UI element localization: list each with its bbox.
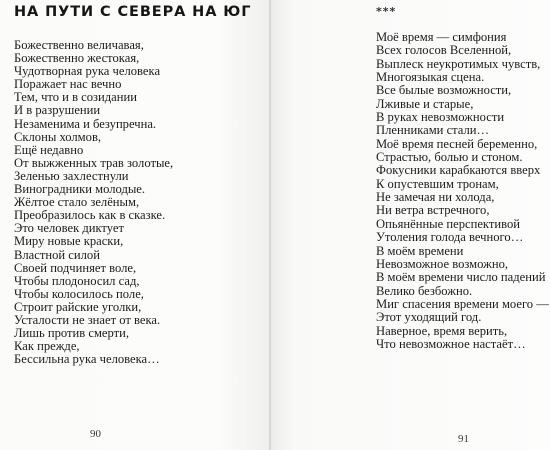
page-number-right: 91 — [458, 433, 469, 445]
poem-line: Миг спасения времени моего — — [376, 296, 549, 311]
poem-line: В моём времени — [376, 243, 464, 258]
poem-line: Опьянённые перспективой — [376, 216, 521, 231]
poem-line: Все былые возможности, — [376, 83, 512, 98]
poem-line: Поражает нас вечно — [14, 77, 122, 92]
poem-title: НА ПУТИ С СЕВЕРА НА ЮГ — [14, 4, 252, 20]
poem-line: Чудотворная рука человека — [14, 64, 161, 79]
poem-line: Наверное, время верить, — [376, 323, 508, 338]
poem-line: Велико безбожно. — [376, 283, 473, 298]
poem-line: Моё время песней беременно, — [376, 136, 538, 151]
poem-line: Божественно жестокая, — [14, 51, 140, 66]
poem-line: Ни ветра встречного, — [376, 203, 490, 218]
poem-line: Всех голосов Вселенной, — [376, 43, 512, 58]
page-number-left: 90 — [90, 428, 101, 440]
poem-line: Это человек диктует — [14, 221, 124, 236]
poem-line: Ещё недавно — [14, 142, 84, 157]
left-page — [0, 0, 271, 450]
poem-line: Зеленью захлестнули — [14, 168, 129, 183]
poem-line: Бессильна рука человека… — [14, 352, 160, 367]
poem-line: Пленниками стали… — [376, 123, 490, 138]
poem-line: Своей подчиняет воле, — [14, 260, 137, 275]
poem-line: Преобразилось как в сказке. — [14, 208, 166, 223]
poem-line: Жёлтое стало зелёным, — [14, 195, 140, 210]
poem-line: Многоязыкая сцена. — [376, 70, 485, 85]
poem-line: Выплеск неукротимых чувств, — [376, 56, 541, 71]
poem-line: Как прежде, — [14, 339, 80, 354]
poem-line: Виноградники молодые. — [14, 182, 146, 197]
poem-line: Склоны холмов, — [14, 129, 102, 144]
section-separator: *** — [376, 5, 397, 18]
poem-line: Миру новые краски, — [14, 234, 124, 249]
poem-line: Не замечая ни холода, — [376, 190, 495, 205]
left-poem — [14, 39, 173, 366]
poem-line: Усталости не знает от века. — [14, 312, 161, 327]
poem-line: Что невозможное настаёт… — [376, 336, 526, 351]
poem-line: Фокусники карабкаются вверх — [376, 163, 541, 178]
poem-line: В моём времени число падений — [376, 270, 546, 285]
poem-line: Моё время — симфония — [376, 30, 507, 44]
poem-line: Божественно величавая, — [14, 38, 144, 52]
poem-line: Утоления голода вечного… — [376, 230, 524, 245]
poem-line: Лживые и старые, — [376, 96, 474, 111]
poem-line: Этот уходящий год. — [376, 310, 482, 325]
poem-line: Чтобы плодоносил сад, — [14, 273, 140, 288]
poem-line: Лишь против смерти, — [14, 326, 130, 341]
poem-line: К опустевшим тронам, — [376, 176, 499, 191]
poem-line: И в разрушении — [14, 103, 101, 118]
poem-line: В руках невозможности — [376, 110, 505, 125]
poem-line: Строит райские уголки, — [14, 299, 142, 314]
poem-line: Тем, что и в созидании — [14, 90, 137, 105]
poem-line: Властной силой — [14, 247, 100, 262]
poem-line: Чтобы колосилось поле, — [14, 286, 144, 301]
poem-line: От выжженных трав золотые, — [14, 155, 174, 170]
right-poem — [376, 31, 549, 351]
poem-line: Незаменима и безупречна. — [14, 116, 157, 131]
poem-line: Страстью, болью и стоном. — [376, 150, 523, 165]
poem-line: Невозможное возможно, — [376, 256, 509, 271]
